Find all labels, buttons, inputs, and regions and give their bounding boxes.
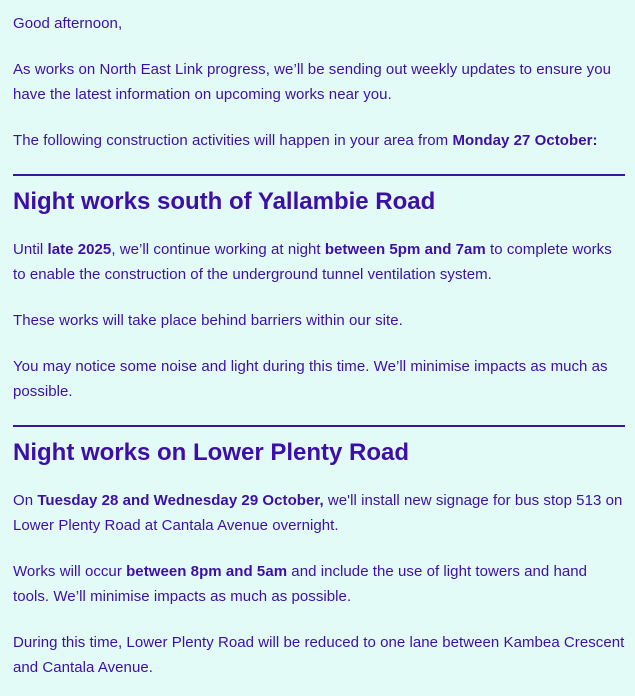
text-segment: to complete works to enable the construction of the underground tunnel ventilation system.	[13, 241, 612, 283]
lower-plenty-hours-paragraph	[13, 559, 625, 609]
period-highlight: late 2025	[47, 241, 112, 258]
greeting: Good afternoon,	[13, 15, 123, 32]
text-segment: we'll install new signage for bus stop 513 on Lower Plenty Road at Cantala Avenue overnight.	[13, 492, 623, 534]
text-segment: , we’ll continue working at night	[111, 241, 325, 258]
lower-plenty-dates-paragraph	[13, 488, 625, 538]
yallambie-timing-paragraph	[13, 237, 625, 287]
lower-plenty-lane-paragraph: During this time, Lower Plenty Road will be reduced to one lane between Kambea Crescent and Cantala Avenue.	[13, 634, 625, 676]
yallambie-impact-paragraph: You may notice some noise and light during this time. We’ll minimise impacts as much as possible.	[13, 358, 608, 400]
dates-highlight: Tuesday 28 and Wednesday 29 October,	[37, 492, 324, 509]
schedule-paragraph	[13, 128, 625, 153]
hours-highlight: between 8pm and 5am	[126, 563, 288, 580]
section-heading-lower-plenty: Night works on Lower Plenty Road	[13, 439, 410, 466]
schedule-date: Monday 27 October:	[452, 132, 598, 149]
schedule-text: The following construction activities will happen in your area from	[13, 132, 453, 149]
text-segment: Until	[13, 241, 48, 258]
hours-highlight: between 5pm and 7am	[324, 241, 486, 258]
intro-paragraph: As works on North East Link progress, we’ll be sending out weekly updates to ensure you have the latest information on upcoming works near you.	[13, 61, 611, 103]
yallambie-location-paragraph: These works will take place behind barriers within our site.	[13, 312, 403, 329]
section-divider	[13, 174, 625, 176]
text-segment: Works will occur	[13, 563, 127, 580]
text-segment: On	[13, 492, 38, 509]
section-divider	[13, 425, 625, 427]
section-heading-yallambie: Night works south of Yallambie Road	[13, 188, 436, 215]
text-segment: and include the use of light towers and hand tools. We’ll minimise impacts as much as possible.	[13, 563, 588, 605]
